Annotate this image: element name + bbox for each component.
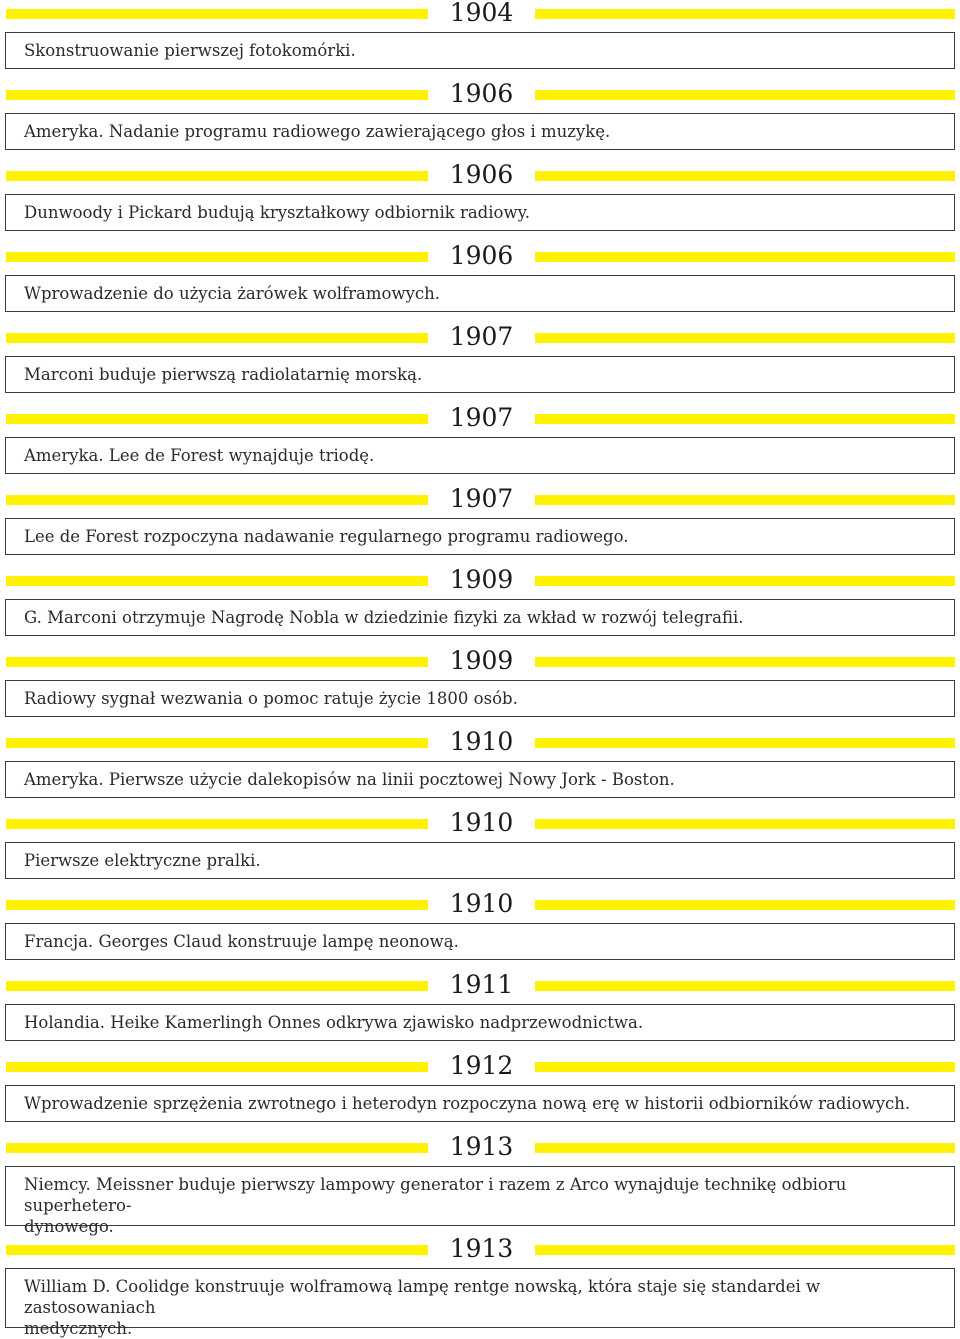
event-description-box: [5, 113, 955, 150]
highlight-bar-left: [6, 495, 428, 505]
timeline-entry: [0, 486, 960, 555]
highlight-bar-left: [6, 9, 428, 19]
event-description-box: [5, 356, 955, 393]
event-description-box: [5, 842, 955, 879]
year-row: [0, 1236, 960, 1268]
year-row: [0, 648, 960, 680]
highlight-bar-left: [6, 252, 428, 262]
timeline-entry: [0, 0, 960, 69]
highlight-bar-left: [6, 819, 428, 829]
year-label: 1910: [449, 727, 514, 756]
highlight-bar-left: [6, 333, 428, 343]
event-description-box: [5, 1268, 955, 1338]
event-text-line: Radiowy sygnał wezwania o pomoc ratuje życie 1800 osób.: [24, 689, 518, 708]
event-text-line: Skonstruowanie pierwszej fotokomórki.: [24, 41, 356, 60]
highlight-bar-right: [535, 9, 955, 19]
event-text-line: Holandia. Heike Kamerlingh Onnes odkrywa zjawisko nadprzewodnictwa.: [24, 1013, 644, 1032]
timeline-entry: [0, 648, 960, 717]
highlight-bar-right: [535, 657, 955, 667]
event-description-box: [5, 32, 955, 69]
event-description-box: [5, 275, 955, 312]
event-description-box: [5, 1085, 955, 1122]
year-row: [0, 1134, 960, 1166]
highlight-bar-right: [535, 900, 955, 910]
timeline-entry: [0, 567, 960, 636]
year-row: [0, 324, 960, 356]
event-description-box: [5, 518, 955, 555]
year-row: [0, 567, 960, 599]
highlight-bar-left: [6, 1245, 428, 1255]
year-label: 1913: [449, 1234, 514, 1263]
highlight-bar-left: [6, 1062, 428, 1072]
year-row: [0, 486, 960, 518]
event-text-line: Marconi buduje pierwszą radiolatarnię morską.: [24, 365, 423, 384]
event-text-line: G. Marconi otrzymuje Nagrodę Nobla w dziedzinie fizyki za wkład w rozwój telegrafii.: [24, 608, 744, 627]
year-label: 1910: [449, 889, 514, 918]
timeline-entry: [0, 729, 960, 798]
year-label: 1912: [449, 1051, 514, 1080]
year-label: 1907: [449, 484, 514, 513]
highlight-bar-left: [6, 414, 428, 424]
timeline-entry: [0, 1132, 960, 1236]
event-text-line: Francja. Georges Claud konstruuje lampę neonową.: [24, 932, 459, 951]
timeline-entry: [0, 1053, 960, 1122]
event-text-line: Ameryka. Nadanie programu radiowego zawierającego głos i muzykę.: [24, 122, 611, 141]
event-text-line: dynowego.: [24, 1217, 114, 1236]
year-label: 1909: [449, 646, 514, 675]
year-label: 1907: [449, 403, 514, 432]
highlight-bar-right: [535, 90, 955, 100]
year-row: [0, 162, 960, 194]
timeline-entry: [0, 162, 960, 231]
event-text-line: Pierwsze elektryczne pralki.: [24, 851, 261, 870]
timeline-entry: [0, 810, 960, 879]
highlight-bar-right: [535, 333, 955, 343]
event-description-box: [5, 761, 955, 798]
year-row: [0, 729, 960, 761]
timeline-entry: [0, 891, 960, 960]
year-row: [0, 0, 960, 32]
timeline-entry: [0, 1234, 960, 1338]
highlight-bar-right: [535, 1143, 955, 1153]
highlight-bar-left: [6, 171, 428, 181]
year-label: 1913: [449, 1132, 514, 1161]
event-description-box: [5, 680, 955, 717]
year-row: [0, 81, 960, 113]
highlight-bar-left: [6, 900, 428, 910]
highlight-bar-left: [6, 1143, 428, 1153]
event-text-line: Lee de Forest rozpoczyna nadawanie regularnego programu radiowego.: [24, 527, 629, 546]
year-label: 1904: [449, 0, 514, 27]
year-row: [0, 891, 960, 923]
highlight-bar-right: [535, 495, 955, 505]
highlight-bar-left: [6, 981, 428, 991]
year-label: 1911: [449, 970, 514, 999]
highlight-bar-left: [6, 738, 428, 748]
year-label: 1910: [449, 808, 514, 837]
highlight-bar-right: [535, 981, 955, 991]
event-description-box: [5, 923, 955, 960]
event-text-line: Ameryka. Pierwsze użycie dalekopisów na linii pocztowej Nowy Jork - Boston.: [24, 770, 675, 789]
year-row: [0, 972, 960, 1004]
timeline-entry: [0, 405, 960, 474]
year-label: 1906: [449, 79, 514, 108]
highlight-bar-right: [535, 171, 955, 181]
event-description-box: [5, 1166, 955, 1236]
timeline-entry: [0, 243, 960, 312]
event-text-line: Niemcy. Meissner buduje pierwszy lampowy generator i razem z Arco wynajduje technikę odbioru superhetero-: [24, 1175, 847, 1215]
year-row: [0, 1053, 960, 1085]
highlight-bar-right: [535, 738, 955, 748]
year-label: 1907: [449, 322, 514, 351]
highlight-bar-left: [6, 90, 428, 100]
event-description-box: [5, 599, 955, 636]
event-text-line: Wprowadzenie sprzężenia zwrotnego i heterodyn rozpoczyna nową erę w historii odbiorników radiowych.: [24, 1094, 911, 1113]
year-label: 1909: [449, 565, 514, 594]
year-label: 1906: [449, 160, 514, 189]
highlight-bar-right: [535, 1245, 955, 1255]
timeline-entry: [0, 324, 960, 393]
event-text-line: Wprowadzenie do użycia żarówek wolframowych.: [24, 284, 441, 303]
event-description-box: [5, 437, 955, 474]
year-row: [0, 243, 960, 275]
year-row: [0, 810, 960, 842]
highlight-bar-right: [535, 414, 955, 424]
event-text-line: Dunwoody i Pickard budują kryształkowy odbiornik radiowy.: [24, 203, 530, 222]
year-label: 1906: [449, 241, 514, 270]
event-description-box: [5, 1004, 955, 1041]
highlight-bar-right: [535, 1062, 955, 1072]
highlight-bar-left: [6, 657, 428, 667]
highlight-bar-left: [6, 576, 428, 586]
highlight-bar-right: [535, 576, 955, 586]
highlight-bar-right: [535, 252, 955, 262]
timeline-entry: [0, 972, 960, 1041]
year-row: [0, 405, 960, 437]
event-text-line: William D. Coolidge konstruuje wolframową lampę rentge nowską, która staje się standardei w zastosowaniach: [24, 1277, 821, 1317]
event-text-line: Ameryka. Lee de Forest wynajduje triodę.: [24, 446, 375, 465]
timeline-entry: [0, 81, 960, 150]
event-text-line: medycznych.: [24, 1319, 133, 1338]
event-description-box: [5, 194, 955, 231]
highlight-bar-right: [535, 819, 955, 829]
